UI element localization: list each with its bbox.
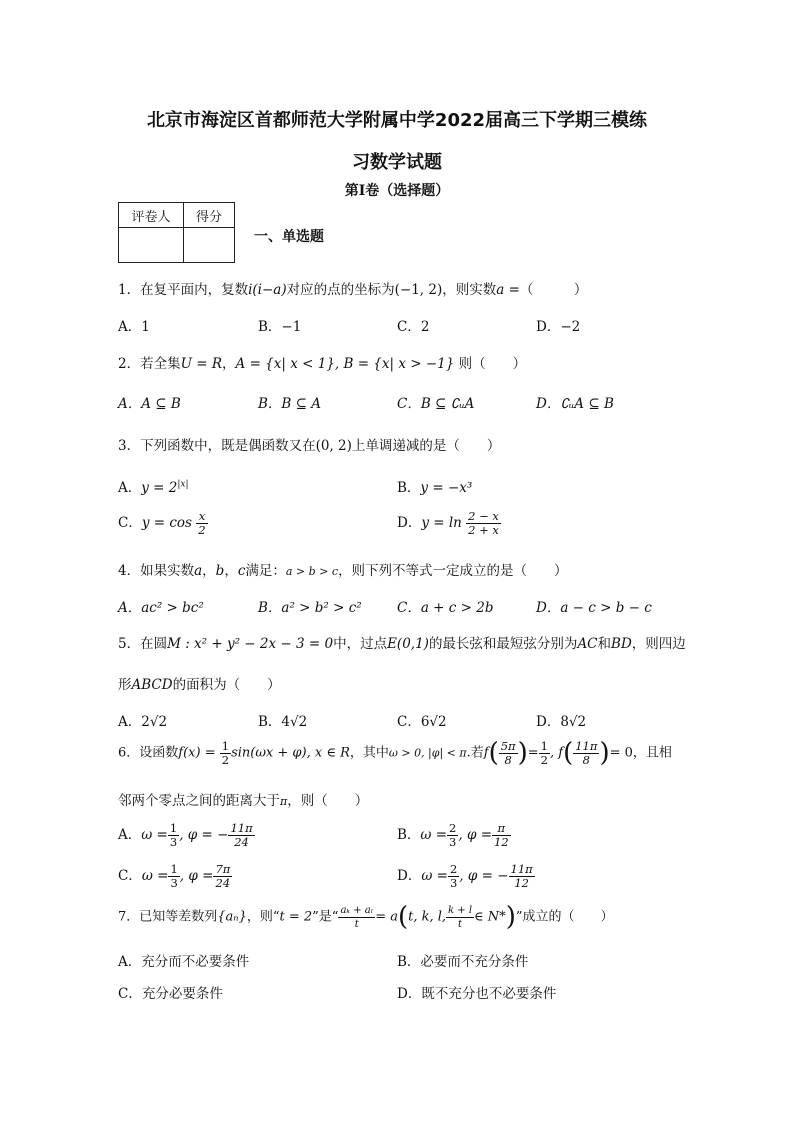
q7-option-a[interactable]: A．充分而不必要条件 xyxy=(118,954,250,970)
q5-option-a[interactable]: A．2√2 xyxy=(118,714,168,730)
q2-option-c[interactable]: C．B ⊆ ∁ᵤA xyxy=(397,396,475,412)
part-heading: 一、单选题 xyxy=(254,229,324,245)
q2-option-b[interactable]: B．B ⊆ A xyxy=(258,396,321,412)
q5-option-b[interactable]: B．4√2 xyxy=(258,714,308,730)
q4-option-a[interactable]: A．ac² > bc² xyxy=(118,600,204,616)
q2-option-a[interactable]: A．A ⊆ B xyxy=(118,396,181,412)
grader-cell xyxy=(119,228,184,263)
q1-option-d[interactable]: D．−2 xyxy=(536,319,581,335)
q7-option-c[interactable]: C．充分必要条件 xyxy=(118,986,223,1002)
score-cell xyxy=(184,228,235,263)
q4-option-c[interactable]: C．a + c > 2b xyxy=(397,600,494,616)
section-heading: 第I卷（选择题） xyxy=(344,183,450,199)
score-header: 得分 xyxy=(184,203,235,228)
question-7: 7．已知等差数列{aₙ}，则“t = 2”是“ $\frac{\text{aₖ + aₗ}}{t}$ = a(t, k, l, $\frac{k + l}{t}$ ∈ N*)”成立的（ ） xyxy=(118,902,614,932)
q5-option-c[interactable]: C．6√2 xyxy=(397,714,447,730)
q6-option-c[interactable]: C．ω = $\frac{1}{3}$ , φ = $\frac{7\pi}{24}$ xyxy=(118,862,231,890)
q3-option-d[interactable]: D．y = ln $\frac{2 - x}{2 + x}$ xyxy=(397,509,499,537)
q1-option-a[interactable]: A．1 xyxy=(118,319,150,335)
question-5-line1: 5．在圆M : x² + y² − 2x − 3 = 0中，过点E(0,1)的最长弦和最短弦分别为AC和BD，则四边 xyxy=(118,636,686,652)
q3-option-c[interactable]: C．y = cos $\frac{x}{2}$ xyxy=(118,509,206,537)
q6-option-b[interactable]: B．ω = $\frac{2}{3}$ , φ = $\frac{\pi}{12}$ xyxy=(397,821,509,849)
grader-header: 评卷人 xyxy=(119,203,184,228)
q3-option-b[interactable]: B．y = −x³ xyxy=(397,480,473,496)
q1-option-c[interactable]: C．2 xyxy=(397,319,430,335)
question-6-line1: 6．设函数f(x) = $\frac{1}{2}$ sin(ωx + φ), x ∈ R，其中ω > 0, |φ| < π.若f( $\frac{5\pi}{8}$ )= $\frac{1}{2}$ , f( $\frac{11\pi}{8}$ )= 0，且相 xyxy=(118,738,672,768)
grading-table xyxy=(118,202,235,263)
q1-option-b[interactable]: B．−1 xyxy=(258,319,302,335)
question-4: 4．如果实数a，b，c满足：a > b > c，则下列不等式一定成立的是（ ） xyxy=(118,563,568,579)
question-3: 3．下列函数中，既是偶函数又在(0, 2)上单调递减的是（ ） xyxy=(118,438,501,454)
exam-title-line2: 习数学试题 xyxy=(352,152,442,173)
q6-option-d[interactable]: D．ω = $\frac{2}{3}$ , φ = − $\frac{11\pi}{12}$ xyxy=(397,862,533,890)
question-2: 2．若全集U = R，A = {x| x < 1}, B = {x| x > −1} 则（ ） xyxy=(118,356,527,372)
q3-option-a[interactable]: A．$y = 2^{|x|}$ xyxy=(118,479,189,496)
exam-title-line1: 北京市海淀区首都师范大学附属中学2022届高三下学期三模练 xyxy=(146,110,648,131)
q5-option-d[interactable]: D．8√2 xyxy=(536,714,587,730)
question-1: 1．在复平面内，复数i(i−a)对应的点的坐标为(−1, 2)，则实数a =（ ） xyxy=(118,282,588,298)
q2-option-d[interactable]: D．∁ᵤA ⊆ B xyxy=(536,396,614,412)
question-6-line2: 邻两个零点之间的距离大于π，则（ ） xyxy=(118,793,369,809)
question-5-line2: 形ABCD的面积为（ ） xyxy=(118,677,281,693)
q6-option-a[interactable]: A．ω = $\frac{1}{3}$ , φ = − $\frac{11\pi}{24}$ xyxy=(118,821,253,849)
q4-option-d[interactable]: D．a − c > b − c xyxy=(536,600,652,616)
q7-option-b[interactable]: B．必要而不充分条件 xyxy=(397,954,529,970)
q4-option-b[interactable]: B．a² > b² > c² xyxy=(258,600,362,616)
q7-option-d[interactable]: D．既不充分也不必要条件 xyxy=(397,986,557,1002)
